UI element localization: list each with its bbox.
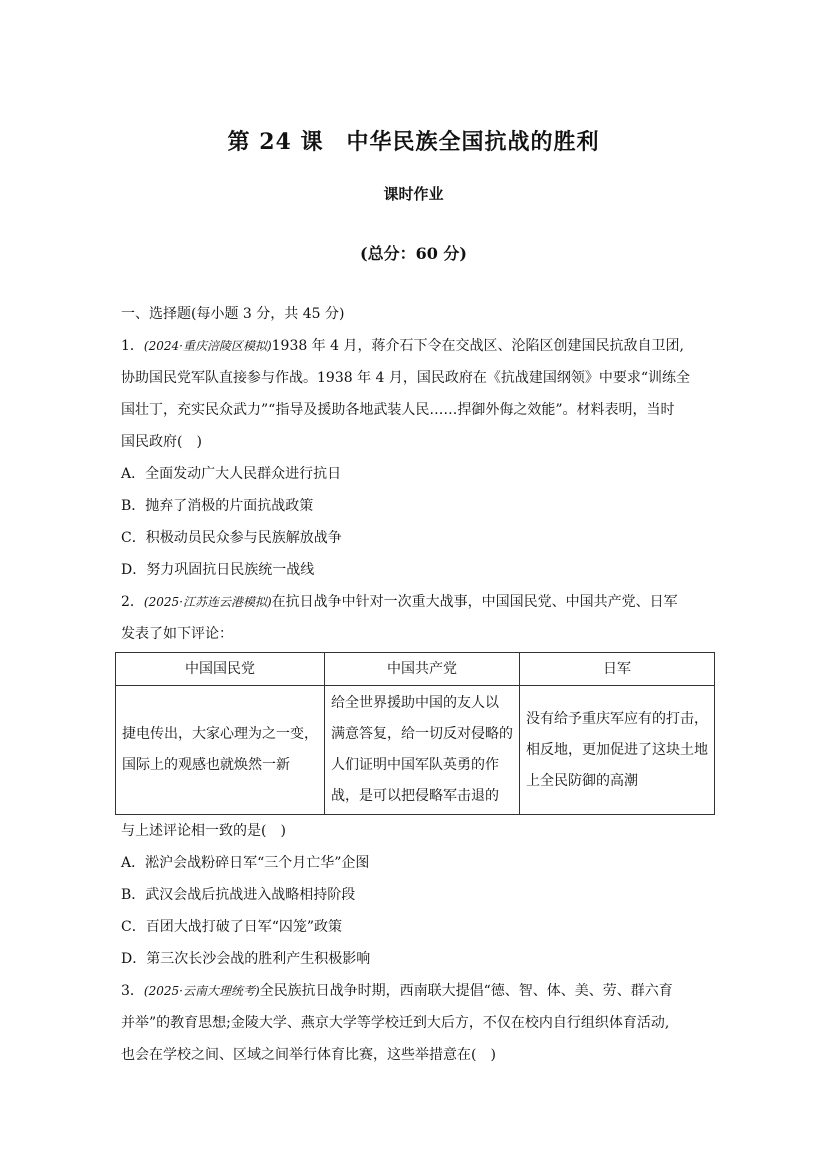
question-2 xyxy=(121,586,713,975)
question-1 xyxy=(121,330,713,586)
total-score: (总分：60 分) xyxy=(360,244,467,263)
question-1-line-2: 协助国民党军队直接参与作战。1938 年 4 月，国民政府在《抗战建国纲领》中要求“训练全 xyxy=(121,370,691,386)
question-1-number: 1． xyxy=(121,338,144,354)
question-2-option-a[interactable]: A．淞沪会战粉碎日军“三个月亡华”企图 xyxy=(121,855,370,871)
cell-cpc-comment xyxy=(325,686,520,815)
question-2-option-d[interactable]: D．第三次长沙会战的胜利产生积极影响 xyxy=(121,951,371,967)
question-3 xyxy=(121,975,713,1071)
question-3-line-1 xyxy=(121,975,713,1007)
header-kmt: 中国国民党 xyxy=(116,653,325,686)
question-3-text-1: 全民族抗日战争时期，西南联大提倡“德、智、体、美、劳、群六育 xyxy=(259,983,673,999)
question-2-source: (2025·江苏连云港模拟) xyxy=(143,595,272,609)
cell-line: 国际上的观感也就焕然一新 xyxy=(122,757,290,773)
question-2-line-1 xyxy=(121,586,713,618)
cell-line: 上全民防御的高潮 xyxy=(526,772,638,789)
cell-line: 给全世界援助中国的友人以 xyxy=(331,695,499,711)
section-heading: 一、选择题(每小题 3 分，共 45 分) xyxy=(121,306,345,322)
lesson-title: 第 24 课 中华民族全国抗战的胜利 xyxy=(227,129,600,155)
question-1-line-4: 国民政府( ) xyxy=(121,434,202,450)
table-header-row xyxy=(116,653,715,686)
question-1-source: (2024·重庆涪陵区模拟) xyxy=(143,339,272,353)
cell-line: 相反地，更加促进了这块土地 xyxy=(526,741,708,758)
cell-line: 战，是可以把侵略军击退的 xyxy=(331,788,499,804)
question-body xyxy=(121,298,713,1071)
question-1-line-1 xyxy=(121,330,713,362)
comment-table xyxy=(115,652,715,815)
question-3-line-3: 也会在学校之间、区域之间举行体育比赛，这些举措意在( ) xyxy=(121,1047,496,1063)
question-2-line-2: 发表了如下评论： xyxy=(121,626,233,642)
question-1-option-a[interactable]: A．全面发动广大人民群众进行抗日 xyxy=(121,466,342,482)
header-japanese-army: 日军 xyxy=(520,653,715,686)
question-3-number: 3． xyxy=(121,983,144,999)
cell-line: 没有给予重庆军应有的打击， xyxy=(526,710,708,727)
question-1-line-3: 国壮丁，充实民众武力”“指导及援助各地武装人民……捍御外侮之效能”。材料表明，当时 xyxy=(121,402,675,418)
question-2-option-b[interactable]: B．武汉会战后抗战进入战略相持阶段 xyxy=(121,887,356,903)
question-1-option-b[interactable]: B．抛弃了消极的片面抗战政策 xyxy=(121,498,314,514)
question-2-text-1: 在抗日战争中针对一次重大战事，中国国民党、中国共产党、日军 xyxy=(271,594,678,610)
table-row xyxy=(116,686,715,815)
question-3-line-2: 并举”的教育思想;金陵大学、燕京大学等学校迁到大后方，不仅在校内自行组织体育活动, xyxy=(121,1015,670,1031)
cell-line: 人们证明中国军队英勇的作 xyxy=(331,757,499,773)
homework-subtitle: 课时作业 xyxy=(383,185,444,203)
question-2-option-c[interactable]: C．百团大战打破了日军“囚笼”政策 xyxy=(121,919,343,935)
question-2-stem: 与上述评论相一致的是( ) xyxy=(121,823,286,839)
question-3-source: (2025·云南大理统考) xyxy=(143,984,260,998)
question-1-option-c[interactable]: C．积极动员民众参与民族解放战争 xyxy=(121,530,342,546)
cell-line: 捷电传出，大家心理为之一变， xyxy=(122,726,318,742)
question-2-number: 2． xyxy=(121,594,144,610)
cell-kmt-comment xyxy=(116,686,325,815)
question-1-option-d[interactable]: D．努力巩固抗日民族统一战线 xyxy=(121,562,315,578)
cell-japanese-comment xyxy=(520,686,715,815)
question-1-text-1: 1938 年 4 月，蒋介石下令在交战区、沦陷区创建国民抗敌自卫团, xyxy=(271,338,684,354)
header-cpc: 中国共产党 xyxy=(325,653,520,686)
cell-line: 满意答复，给一切反对侵略的 xyxy=(331,726,513,742)
